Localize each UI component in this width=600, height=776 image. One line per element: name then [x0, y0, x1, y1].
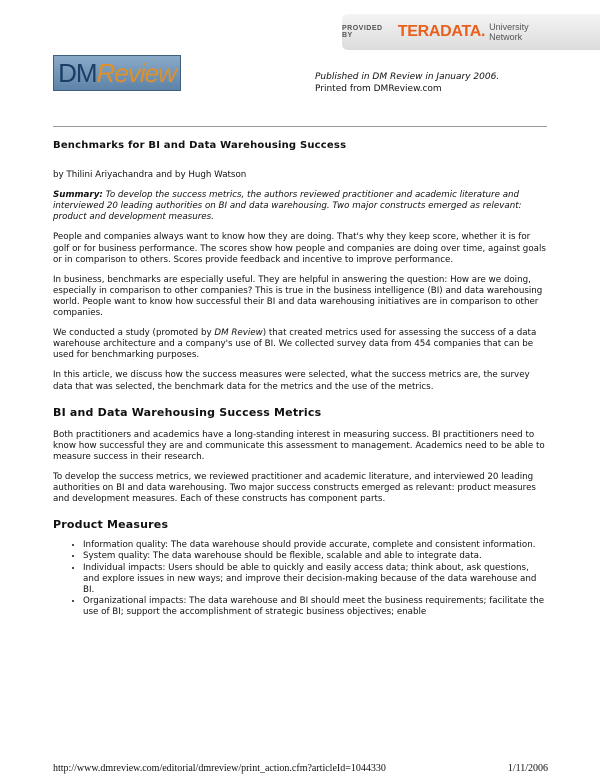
list-item: • Organizational impacts: The data warehouse and BI should meet the business requirements; facilitate the use of BI; support the accomplishment of strategic business objectives; enable	[83, 596, 547, 618]
paragraph-3-end: ) that created metrics used for assessing the success of a data warehouse architecture and a company's use of BI. We collected survey data from 454 companies that can be used for benchmarking purposes.	[53, 328, 537, 361]
provider-banner	[342, 14, 600, 50]
header-divider	[53, 126, 547, 127]
paragraph-3	[53, 328, 547, 361]
paragraph-4: In this article, we discuss how the success measures were selected, what the success metrics are, the survey data that was selected, the benchmark data for the metrics and the use of the metrics.	[53, 370, 530, 392]
section1-paragraph-1: Both practitioners and academics have a long-standing interest in measuring success. BI practitioners need to know how successful they are and communicate this assessment to management. Academics need to be able to measure success in their research.	[53, 429, 545, 462]
footer-date: 1/11/2006	[507, 763, 548, 774]
article-title: Benchmarks for BI and Data Warehousing Success	[53, 140, 347, 151]
logo-review: Review	[96, 58, 176, 88]
paragraph-3-start: We conducted a study (promoted by	[53, 328, 215, 339]
university-network-label: University Network	[489, 22, 529, 42]
provided-by-label: PROVIDED BY	[342, 25, 383, 39]
dm-review-mention: DM Review	[214, 328, 263, 339]
section-heading-success-metrics: BI and Data Warehousing Success Metrics	[53, 405, 322, 419]
section-heading-product-measures: Product Measures	[53, 518, 169, 532]
printed-from-line: Printed from DMReview.com	[315, 84, 442, 94]
list-item: • System quality: The data warehouse should be flexible, scalable and able to integrate data.	[83, 551, 547, 562]
section1-paragraph-2: To develop the success metrics, we reviewed practitioner and academic literature, and interviewed 20 leading authorities on BI and data warehousing. Two major success constructs emerged as relevant: product measures and development measures. Each of these constructs has component parts.	[53, 471, 536, 505]
dm-review-logo	[53, 55, 181, 91]
summary-text: To develop the success metrics, the authors reviewed practitioner and academic literature and interviewed 20 leading authorities on BI and data warehousing. Two major constructs emerged as relevant: product and development measures.	[53, 190, 522, 223]
published-line: Published in DM Review in January 2006.	[315, 72, 500, 82]
logo-dm: DM	[58, 58, 97, 88]
teradata-logo: TERADATA.	[397, 23, 486, 40]
byline: by Thilini Ariyachandra and by Hugh Watson	[53, 170, 247, 181]
summary-label: Summary:	[53, 190, 103, 201]
article-body	[53, 140, 547, 618]
footer-url: http://www.dmreview.com/editorial/dmreview/print_action.cfm?articleId=1044330	[53, 763, 386, 774]
list-item: • Individual impacts: Users should be able to quickly and easily access data; think about, ask questions, and explore issues in new ways; and improve their decision-making because of the data warehouse and BI.	[83, 563, 547, 596]
publication-info	[315, 71, 499, 95]
paragraph-2: In business, benchmarks are especially useful. They are helpful in answering the question: How are we doing, especially in comparison to other companies? This is true in the business intelligence (BI) and data warehousing world. People want to know how successful their BI and data warehousing initiatives are in comparison to other companies.	[53, 274, 543, 319]
summary	[53, 190, 547, 223]
print-footer	[53, 763, 548, 774]
product-measures-list	[53, 540, 547, 618]
paragraph-1: People and companies always want to know how they are doing. That's why they keep score, whether it is for golf or for business performance. The scores show how people and companies are doing over time, against goals or in comparison to others. Scores provide feedback and incentive to improve performance.	[53, 232, 546, 265]
list-item: • Information quality: The data warehouse should provide accurate, complete and consistent information.	[83, 540, 547, 551]
